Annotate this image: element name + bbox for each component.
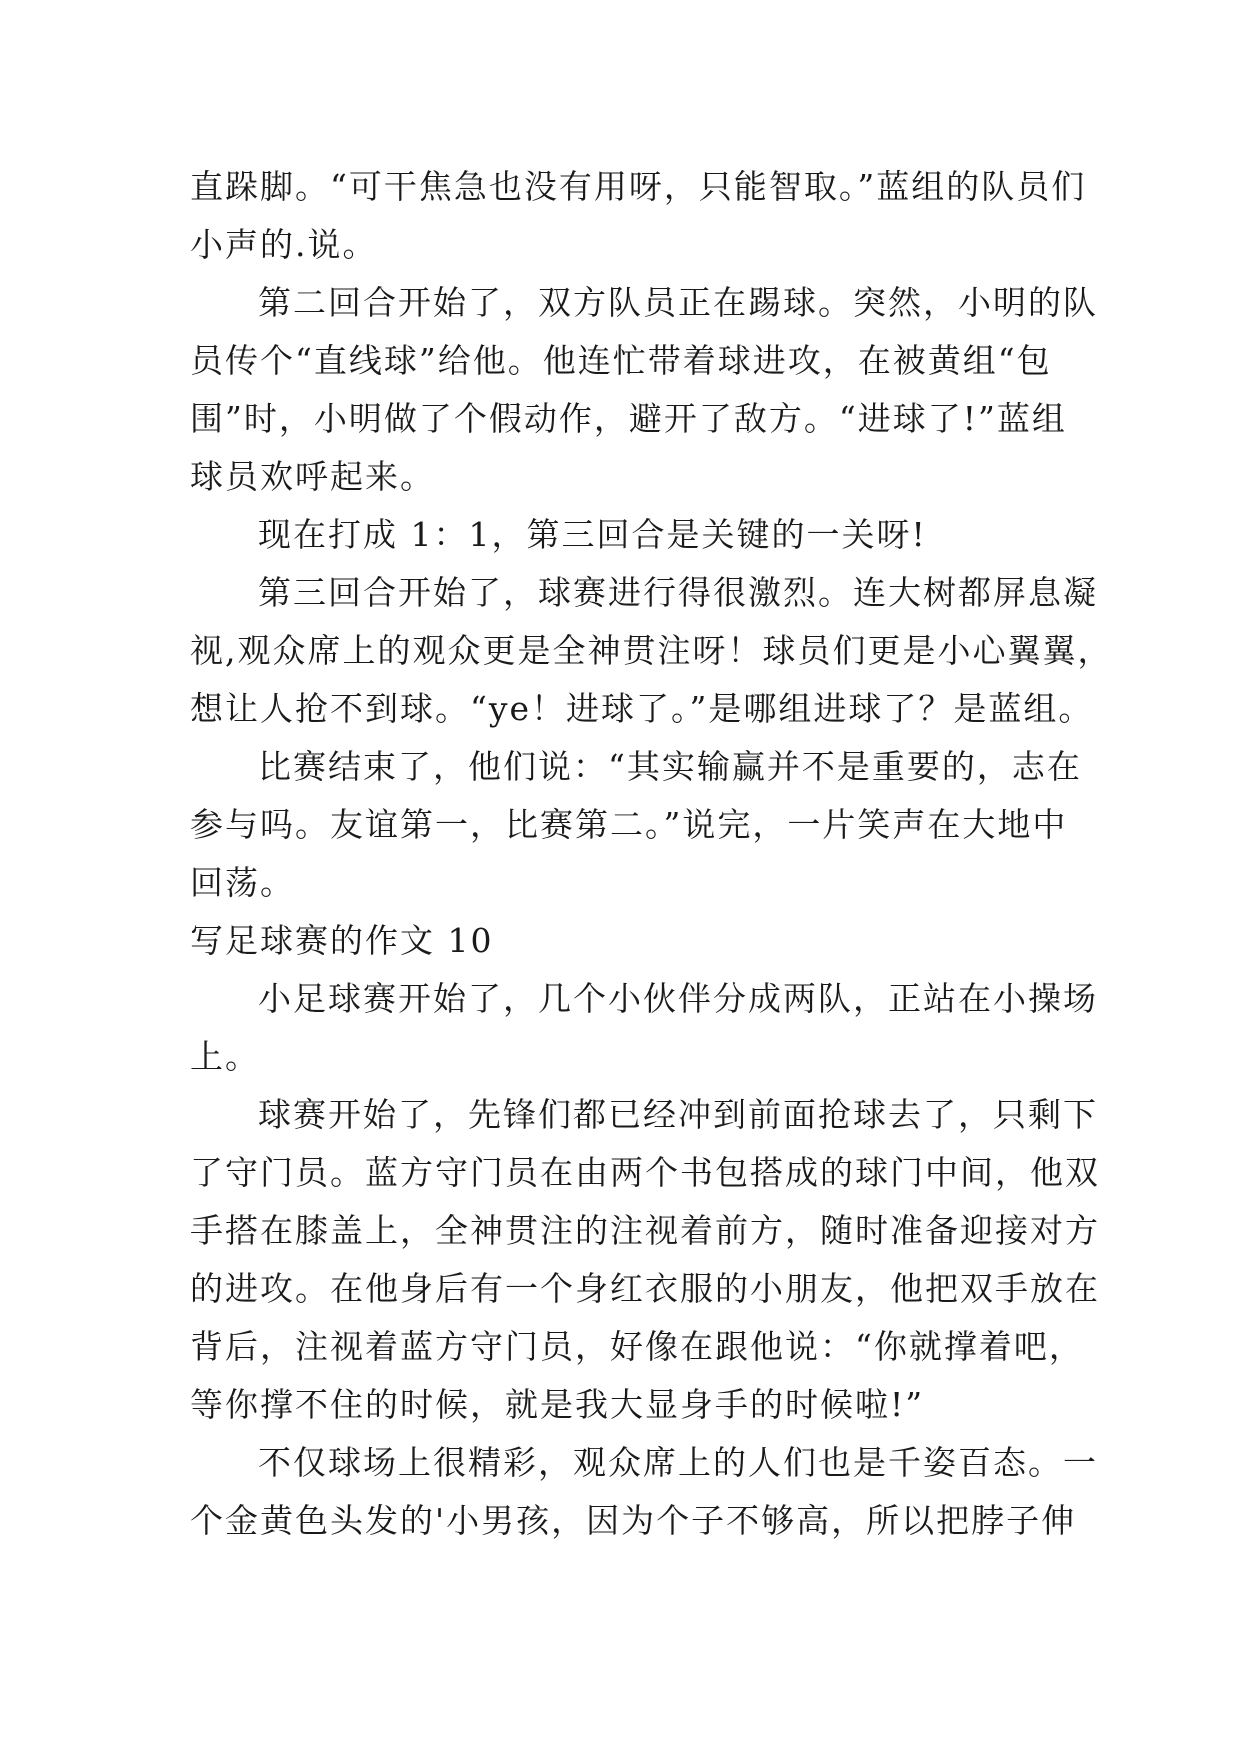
- heading-text: 写足球赛的作文 10: [190, 921, 494, 960]
- line-text: 小足球赛开始了，几个小伙伴分成两队，正站在小操场: [258, 979, 1098, 1018]
- line-text: 小声的.说。: [190, 225, 378, 264]
- text-line: [0, 1202, 1241, 1260]
- line-text: 的进攻。在他身后有一个身红衣服的小朋友，他把双手放在: [190, 1269, 1100, 1308]
- line-text: 视,观众席上的观众更是全神贯注呀！球员们更是小心翼翼，: [190, 631, 1113, 670]
- line-text: 球赛开始了，先锋们都已经冲到前面抢球去了，只剩下: [258, 1095, 1098, 1134]
- text-line: [0, 1144, 1241, 1202]
- text-line: [0, 1492, 1241, 1550]
- paragraph-start-line: [0, 1434, 1241, 1492]
- line-text: 员传个“直线球”给他。他连忙带着球进攻，在被黄组“包: [190, 341, 1052, 380]
- line-text: 第三回合开始了，球赛进行得很激烈。连大树都屏息凝: [258, 573, 1098, 612]
- text-line: [0, 448, 1241, 506]
- line-text: 球员欢呼起来。: [190, 457, 435, 496]
- text-line: [0, 1376, 1241, 1434]
- text-line: [0, 680, 1241, 738]
- paragraph-start-line: [0, 564, 1241, 622]
- paragraph-start-line: [0, 274, 1241, 332]
- line-text: 等你撑不住的时候，就是我大显身手的时候啦!”: [190, 1385, 925, 1424]
- paragraph-start-line: [0, 738, 1241, 796]
- text-line: [0, 854, 1241, 912]
- text-line: [0, 1260, 1241, 1318]
- line-text: 手搭在膝盖上，全神贯注的注视着前方，随时准备迎接对方: [190, 1211, 1100, 1250]
- paragraph-start-line: [0, 1086, 1241, 1144]
- paragraph-start-line: [0, 970, 1241, 1028]
- section-heading: [0, 912, 1241, 970]
- line-text: 围”时，小明做了个假动作，避开了敌方。“进球了!”蓝组: [190, 399, 1067, 438]
- line-text: 背后，注视着蓝方守门员，好像在跟他说：“你就撑着吧，: [190, 1327, 1084, 1366]
- line-text: 回荡。: [190, 863, 295, 902]
- line-text: 参与吗。友谊第一，比赛第二。”说完，一片笑声在大地中: [190, 805, 1068, 844]
- line-text: 不仅球场上很精彩，观众席上的人们也是千姿百态。一: [258, 1443, 1098, 1482]
- paragraph-start-line: [0, 506, 1241, 564]
- line-text: 现在打成 1：1，第三回合是关键的一关呀!: [258, 515, 927, 554]
- line-text: 上。: [190, 1037, 260, 1076]
- text-line: [0, 390, 1241, 448]
- text-line: [0, 332, 1241, 390]
- text-line: [0, 158, 1241, 216]
- text-line: [0, 1028, 1241, 1086]
- text-line: [0, 216, 1241, 274]
- line-text: 想让人抢不到球。“ye！进球了。”是哪组进球了？是蓝组。: [190, 689, 1094, 728]
- text-line: [0, 622, 1241, 680]
- text-line: [0, 1318, 1241, 1376]
- line-text: 比赛结束了，他们说：“其实输赢并不是重要的，志在: [258, 747, 1082, 786]
- line-text: 个金黄色头发的'小男孩，因为个子不够高，所以把脖子伸: [190, 1501, 1077, 1540]
- line-text: 第二回合开始了，双方队员正在踢球。突然，小明的队: [258, 283, 1098, 322]
- text-line: [0, 796, 1241, 854]
- line-text: 了守门员。蓝方守门员在由两个书包搭成的球门中间，他双: [190, 1153, 1100, 1192]
- line-text: 直跺脚。“可干焦急也没有用呀，只能智取。”蓝组的队员们: [190, 167, 1087, 206]
